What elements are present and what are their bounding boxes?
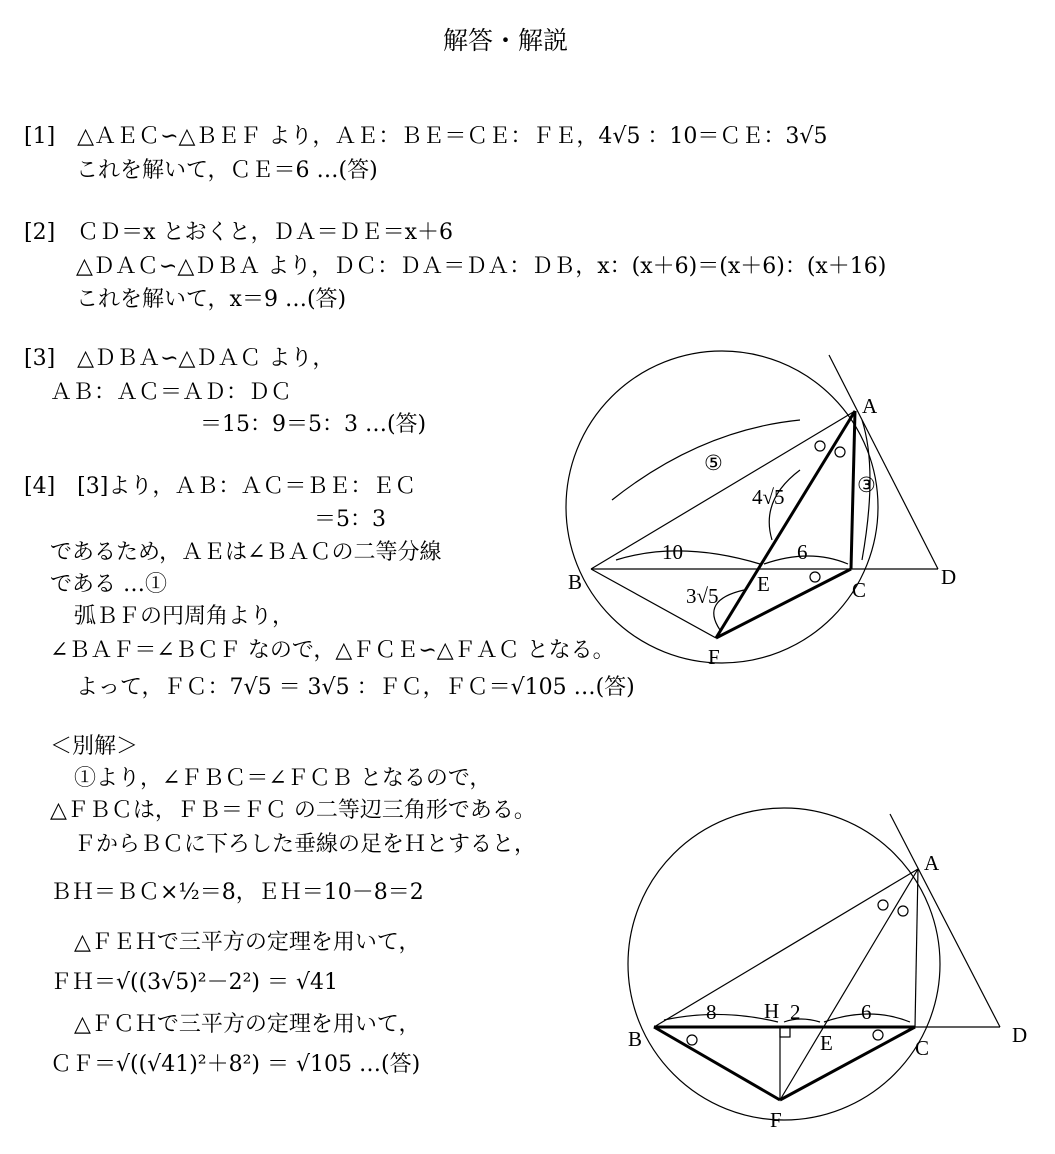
fig2-label-B: B xyxy=(628,1027,643,1051)
fig2-seg-EC-label: 6 xyxy=(861,1000,872,1024)
fig2-angle-mark-3 xyxy=(687,1035,697,1045)
fig2-label-E: E xyxy=(820,1031,833,1055)
alt-line7: △ＦＣＨで三平方の定理を用いて， xyxy=(74,1012,421,1037)
fig2-label-F: F xyxy=(770,1108,782,1132)
q3-line1: [3] △ＤＢＡ∽△ＤＡＣ より， xyxy=(24,346,335,371)
fig1-seg-EF-label: 3√5 xyxy=(686,584,719,608)
fig2-line-AC xyxy=(915,869,918,1027)
q4-line7: よって，ＦＣ：7√5 ＝ 3√5 ：ＦＣ，ＦＣ＝√105 …(答) xyxy=(76,675,635,700)
fig1-label-C: C xyxy=(852,578,867,602)
fig2-label-D: D xyxy=(1012,1023,1028,1047)
fig2-angle-mark-2 xyxy=(898,906,908,916)
q1-line1: [1] △ＡＥＣ∽△ＢＥＦ より，ＡＥ：ＢＥ＝ＣＥ：ＦＥ，4√5 ：10＝ＣＥ：3√5 xyxy=(24,124,828,149)
fig2-arc-BH xyxy=(664,1014,778,1022)
fig1-seg-EC-label: 6 xyxy=(797,540,808,564)
q4-line6: ∠ＢＡＦ＝∠ＢＣＦ なので，△ＦＣＥ∽△ＦＡＣ となる。 xyxy=(50,638,615,663)
fig2-seg-HE-label: 2 xyxy=(790,1000,801,1024)
fig2-label-H: H xyxy=(764,999,780,1023)
fig2-angle-mark-4 xyxy=(873,1030,883,1040)
fig1-line-AB xyxy=(591,411,855,569)
q4-line2: ＝5：3 xyxy=(314,507,386,532)
fig2-circumcircle xyxy=(628,808,940,1120)
q2-line1: [2] ＣＤ＝x とおくと，ＤＡ＝ＤＥ＝x＋6 xyxy=(24,220,453,245)
alt-heading: ＜別解＞ xyxy=(50,734,139,759)
alt-line2: △ＦＢＣは，ＦＢ＝ＦＣ の二等辺三角形である。 xyxy=(50,798,536,823)
fig2-line-AF xyxy=(780,869,918,1100)
fig1-label-A: A xyxy=(862,394,878,418)
fig1-circumcircle xyxy=(566,351,878,663)
q4-line5: 弧ＢＦの円周角より， xyxy=(74,604,295,629)
q4-line3: であるため，ＡＥは∠ＢＡＣの二等分線 xyxy=(50,540,442,565)
fig2-seg-BH-label: 8 xyxy=(706,1000,717,1024)
fig2-line-AB xyxy=(654,869,918,1027)
q4-line4: である …① xyxy=(50,572,167,597)
fig1-angle-mark-2 xyxy=(835,447,845,457)
q4-line1: [4] [3]より，ＡＢ：ＡＣ＝ＢＥ：ＥＣ xyxy=(24,474,417,499)
alt-line1: ①より，∠ＦＢＣ＝∠ＦＣＢ となるので， xyxy=(74,766,492,791)
fig1-label-B: B xyxy=(568,570,583,594)
q3-line3: ＝15：9＝5：3 …(答) xyxy=(200,412,427,437)
fig1-label-E: E xyxy=(757,572,770,596)
fig1-ratio-AB-label: ⑤ xyxy=(704,451,723,475)
fig1-seg-BE-label: 10 xyxy=(662,540,683,564)
alt-line8: ＣＦ＝√((√41)²＋8²) ＝ √105 …(答) xyxy=(50,1052,421,1077)
fig2-label-C: C xyxy=(915,1036,930,1060)
fig1-arc-BE xyxy=(616,551,760,564)
alt-line3: ＦからＢＣに下ろした垂線の足をＨとすると， xyxy=(74,832,537,857)
alt-line6: ＦＨ＝√((3√5)²－2²) ＝ √41 xyxy=(50,970,338,995)
alt-line5: △ＦＥＨで三平方の定理を用いて， xyxy=(74,930,421,955)
fig1-seg-AC xyxy=(851,411,855,569)
fig2-tangent-line xyxy=(890,814,1000,1027)
q2-line2: △ＤＡＣ∽△ＤＢＡ より，ＤＣ：ＤＡ＝ＤＡ：ＤＢ，x：(x＋6)＝(x＋6)：(x＋16) xyxy=(76,254,887,279)
fig2-seg-FC xyxy=(780,1027,915,1100)
fig1-label-D: D xyxy=(941,565,957,589)
fig1-tangent-line xyxy=(829,355,938,569)
fig2-label-A: A xyxy=(924,851,940,875)
fig2-seg-BF xyxy=(654,1027,780,1100)
fig1-angle-mark-1 xyxy=(815,441,825,451)
page-title: 解答・解説 xyxy=(443,26,569,55)
fig1-label-F: F xyxy=(708,645,720,669)
fig2-angle-mark-1 xyxy=(878,900,888,910)
q3-line2: ＡＢ：ＡＣ＝ＡＤ：ＤＣ xyxy=(50,380,293,405)
fig1-angle-mark-3 xyxy=(810,572,820,582)
alt-line4: ＢＨ＝ＢＣ×½＝8，ＥＨ＝10－8＝2 xyxy=(50,880,424,905)
q2-line3: これを解いて，x＝9 …(答) xyxy=(76,287,347,312)
fig1-seg-AE-label: 4√5 xyxy=(752,485,785,509)
fig1-ratio-AC-label: ③ xyxy=(857,473,876,497)
q1-line2: これを解いて，ＣＥ＝6 …(答) xyxy=(76,158,378,183)
